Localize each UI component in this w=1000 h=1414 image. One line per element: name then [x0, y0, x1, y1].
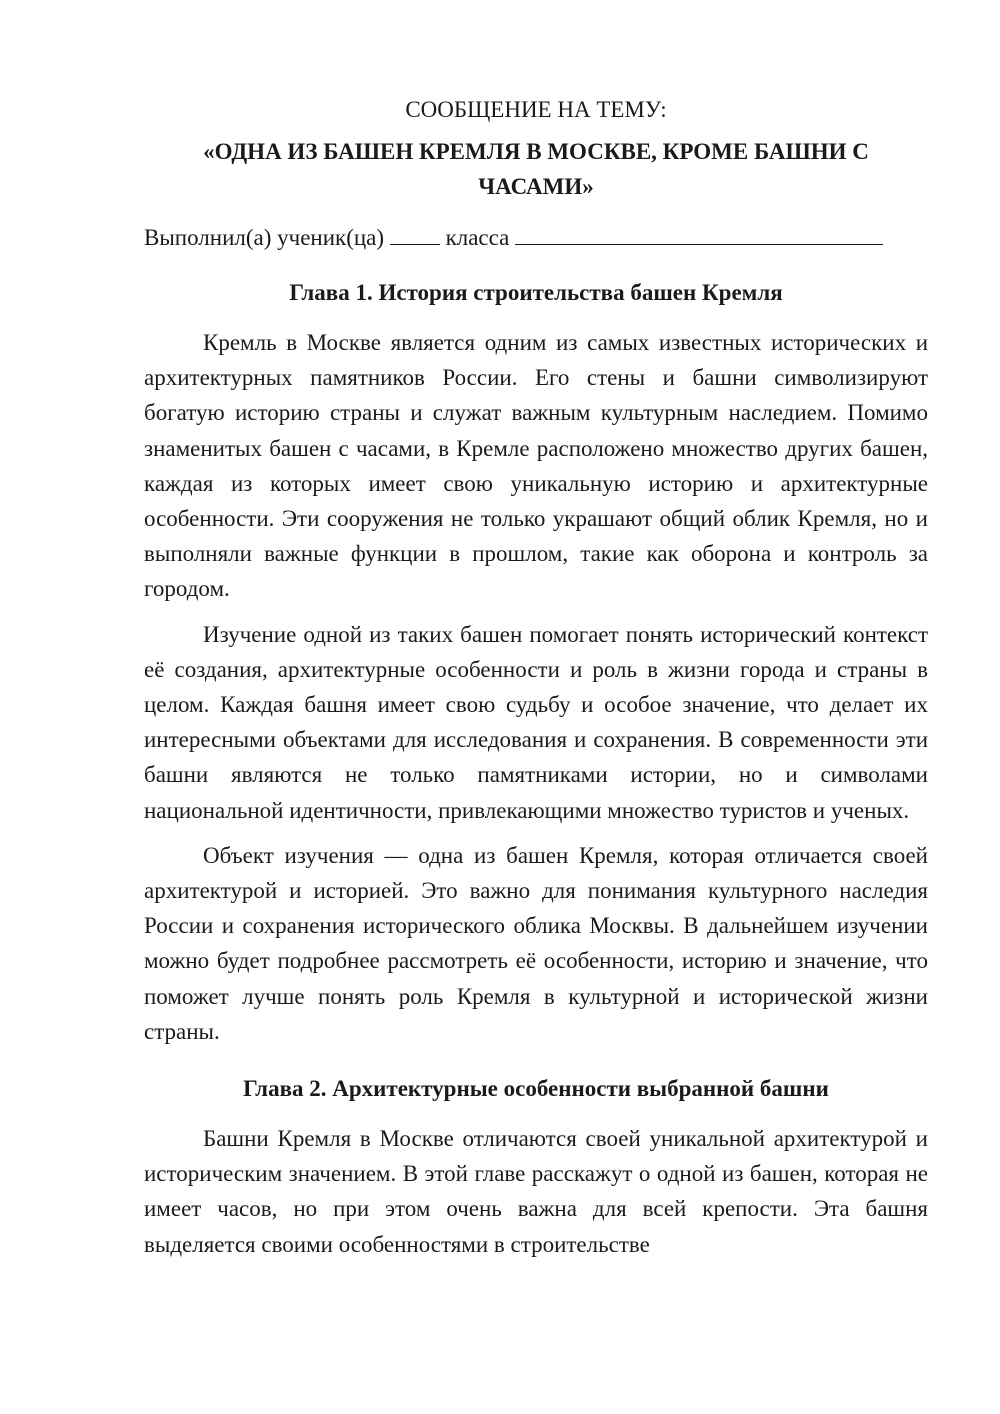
author-line [144, 220, 928, 255]
document-page [144, 92, 928, 1262]
topic-label: СООБЩЕНИЕ НА ТЕМУ: [405, 97, 667, 122]
chapter-1-paragraph: Объект изучения — одна из башен Кремля, которая отличается своей архитектурой и историей. Это важно для понимания культурного наследия России и сохранения исторического облика Москвы. В дальнейшем изучении можно будет подробнее рассмотреть её особенности, историю и значение, что поможет лучше понять роль Кремля в культурной и исторической жизни страны. [144, 842, 928, 1044]
document-title: «ОДНА ИЗ БАШЕН КРЕМЛЯ В МОСКВЕ, КРОМЕ БАШНИ С ЧАСАМИ» [203, 139, 869, 199]
author-performed-label: Выполнил(а) ученик(ца) [144, 225, 385, 250]
student-name-blank [515, 222, 883, 245]
author-class-label: класса [445, 225, 510, 250]
chapter-2-heading: Глава 2. Архитектурные особенности выбранной башни [243, 1076, 829, 1102]
chapter-1-paragraph: Изучение одной из таких башен помогает понять исторический контекст её создания, архитектурные особенности и роль в жизни города и страны в целом. Каждая башня имеет свою судьбу и особое значение, что делает их интересными объектами для исследования и сохранения. В современности эти башни являются не только памятниками истории, но и символами национальной идентичности, привлекающими множество туристов и ученых. [144, 621, 928, 823]
chapter-1-heading: Глава 1. История строительства башен Кремля [289, 280, 783, 305]
chapter-1-paragraph: Кремль в Москве является одним из самых известных исторических и архитектурных памятников России. Его стены и башни символизируют богатую историю страны и служат важным культурным наследием. Помимо знаменитых башен с часами, в Кремле расположено множество других башен, каждая из которых имеет свою уникальную историю и архитектурные особенности. Эти сооружения не только украшают общий облик Кремля, но и выполняли важные функции в прошлом, такие как оборона и контроль за городом. [144, 330, 928, 602]
chapter-2-paragraph: Башни Кремля в Москве отличаются своей уникальной архитектурой и историческим значением. В этой главе расскажут о одной из башен, которая не имеет часов, но при этом очень важна для всей крепости. Эта башня выделяется своими особенностями в строительстве [144, 1126, 928, 1257]
class-number-blank [390, 222, 440, 245]
